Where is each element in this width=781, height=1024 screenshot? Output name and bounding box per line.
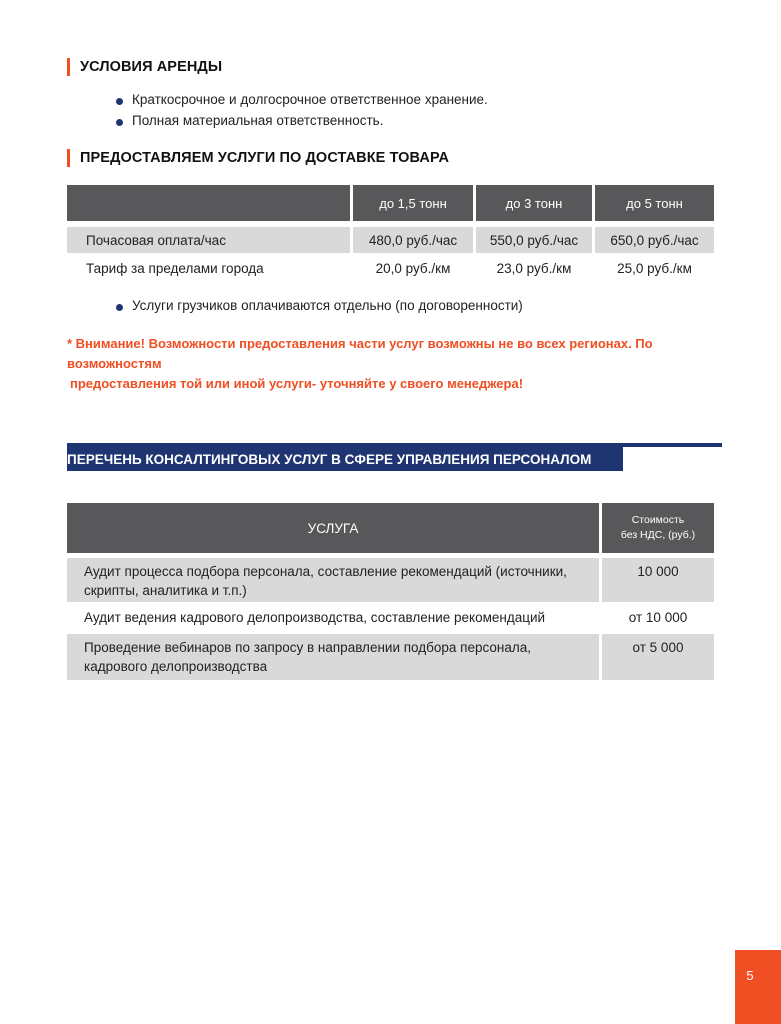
delivery-header-label: до 3 тонн	[505, 195, 563, 211]
delivery-cell-text: Тариф за пределами города	[86, 260, 264, 276]
delivery-cell	[353, 255, 473, 281]
delivery-heading-text: ПРЕДОСТАВЛЯЕМ УСЛУГИ ПО ДОСТАВКЕ ТОВАРА	[80, 150, 450, 166]
consulting-price-text: от 5 000	[632, 640, 684, 655]
delivery-note-text: Услуги грузчиков оплачиваются отдельно (по договоренности)	[132, 298, 523, 313]
delivery-header-cell	[595, 185, 714, 221]
consulting-service-text	[67, 634, 599, 676]
bullet-icon	[116, 304, 123, 311]
bullet-icon	[116, 98, 123, 105]
consulting-header-price-line: Стоимость	[631, 514, 685, 526]
warning-note	[67, 334, 727, 394]
delivery-cell-text: 20,0 руб./км	[375, 260, 451, 276]
rental-bullet-text: Полная материальная ответственность.	[132, 113, 384, 128]
delivery-cell	[476, 227, 592, 253]
rental-bullet-text: Краткосрочное и долгосрочное ответственное хранение.	[132, 92, 488, 107]
delivery-cell	[476, 255, 592, 281]
delivery-header-label: до 1,5 тонн	[379, 195, 447, 211]
consulting-price-text: 10 000	[637, 564, 679, 579]
consulting-service-text	[67, 558, 599, 600]
consulting-price-text: от 10 000	[628, 610, 688, 625]
delivery-note-list	[116, 298, 523, 319]
consulting-row-service	[67, 634, 599, 680]
consulting-service-line: кадрового делопроизводства	[84, 659, 268, 674]
delivery-cell-text: 480,0 руб./час	[368, 232, 458, 248]
delivery-note	[116, 298, 523, 319]
delivery-cell-text: 25,0 руб./км	[617, 260, 692, 276]
delivery-cell-text: 650,0 руб./час	[610, 232, 699, 248]
heading-marker	[67, 58, 70, 76]
rental-heading-text: УСЛОВИЯ АРЕНДЫ	[80, 59, 223, 75]
delivery-cell-label	[67, 227, 350, 253]
warning-line: предоставления той или иной услуги- уточняйте у своего менеджера!	[70, 376, 524, 391]
consulting-service-line: Проведение вебинаров по запросу в направлении подбора персонала,	[84, 640, 531, 655]
consulting-service-line: Аудит ведения кадрового делопроизводства, составление рекомендаций	[84, 610, 546, 625]
consulting-row-price	[602, 605, 714, 631]
consulting-heading-band	[67, 447, 623, 471]
rental-bullet	[116, 113, 488, 134]
consulting-row-price	[602, 558, 714, 602]
delivery-cell	[595, 227, 714, 253]
consulting-header-service	[67, 503, 599, 553]
delivery-header-cell	[353, 185, 473, 221]
consulting-service-line: Аудит процесса подбора персонала, составление рекомендаций (источники,	[84, 564, 567, 579]
rental-bullets	[116, 92, 488, 134]
rental-bullet	[116, 92, 488, 113]
warning-line: * Внимание! Возможности предоставления части услуг возможны не во всех регионах. По возможностям	[67, 336, 653, 371]
consulting-row-price	[602, 634, 714, 680]
delivery-cell-text: 23,0 руб./км	[496, 260, 572, 276]
delivery-cell-label	[67, 255, 350, 281]
delivery-row	[67, 227, 714, 253]
delivery-cell-text: Почасовая оплата/час	[86, 232, 226, 248]
delivery-cell	[595, 255, 714, 281]
consulting-heading: ПЕРЕЧЕНЬ КОНСАЛТИНГОВЫХ УСЛУГ В СФЕРЕ УПРАВЛЕНИЯ ПЕРСОНАЛОМ	[67, 451, 592, 467]
heading-marker	[67, 149, 70, 167]
delivery-header-label: до 5 тонн	[626, 195, 683, 211]
consulting-header-service-label: УСЛУГА	[307, 520, 359, 536]
rental-heading	[67, 57, 222, 77]
delivery-cell	[353, 227, 473, 253]
page-number-tab	[735, 950, 781, 1024]
consulting-row-service	[67, 558, 599, 602]
delivery-heading	[67, 148, 449, 168]
delivery-row	[67, 255, 714, 281]
delivery-cell-text: 550,0 руб./час	[489, 232, 579, 248]
delivery-header-cell	[476, 185, 592, 221]
consulting-service-line: скрипты, аналитика и т.п.)	[84, 583, 247, 598]
page-number: 5	[746, 968, 754, 983]
delivery-header-blank	[67, 185, 350, 221]
consulting-header-price	[602, 503, 714, 553]
consulting-header-price-line: без НДС, (руб.)	[620, 529, 696, 541]
consulting-row-service	[67, 605, 599, 631]
bullet-icon	[116, 119, 123, 126]
